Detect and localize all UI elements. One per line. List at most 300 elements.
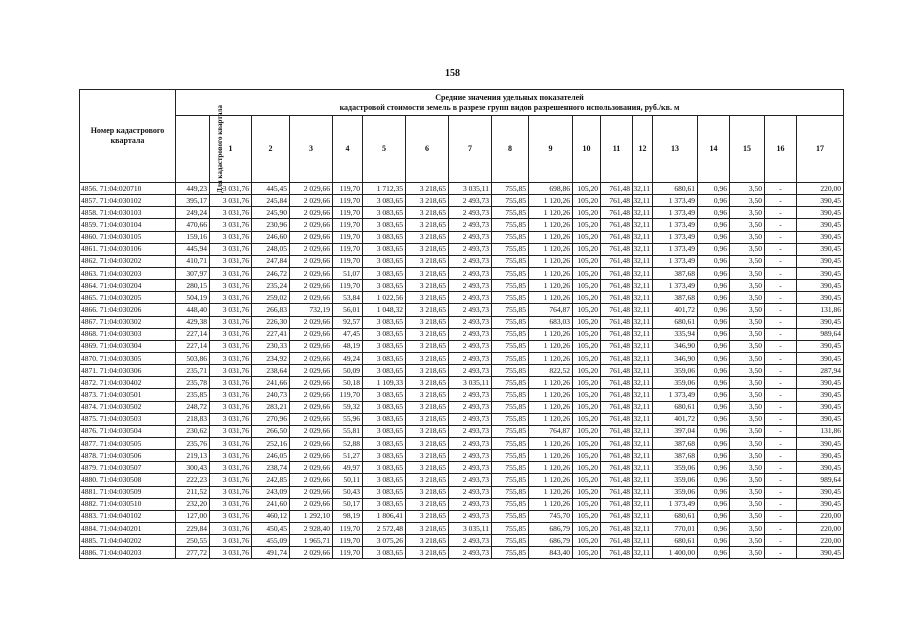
value-cell: 50,09 xyxy=(333,365,363,377)
value-cell: 105,20 xyxy=(573,207,601,219)
value-cell: - xyxy=(765,304,797,316)
column-header-2: 2 xyxy=(252,116,290,183)
value-cell: 1 965,71 xyxy=(290,535,333,547)
value-cell: 449,23 xyxy=(176,183,210,195)
value-cell: 32,11 xyxy=(633,219,653,231)
value-cell: 3 218,65 xyxy=(406,389,449,401)
value-cell: 220,00 xyxy=(797,535,844,547)
value-cell: 119,70 xyxy=(333,219,363,231)
value-cell: 3 218,65 xyxy=(406,183,449,195)
value-cell: - xyxy=(765,328,797,340)
value-cell: 105,20 xyxy=(573,510,601,522)
value-cell: 390,45 xyxy=(797,316,844,328)
value-cell: 238,74 xyxy=(252,462,290,474)
value-cell: 235,85 xyxy=(176,389,210,401)
value-cell: 359,06 xyxy=(653,486,698,498)
value-cell: 2 493,73 xyxy=(449,437,492,449)
value-cell: 755,85 xyxy=(492,413,529,425)
value-cell: 335,94 xyxy=(653,328,698,340)
value-cell: 3,50 xyxy=(730,450,765,462)
value-cell: 240,73 xyxy=(252,389,290,401)
value-cell: 3,50 xyxy=(730,377,765,389)
value-cell: 390,45 xyxy=(797,255,844,267)
value-cell: 105,20 xyxy=(573,437,601,449)
value-cell: 761,48 xyxy=(601,450,633,462)
value-cell: 2 493,73 xyxy=(449,316,492,328)
value-cell: 3,50 xyxy=(730,401,765,413)
value-cell: 397,04 xyxy=(653,425,698,437)
value-cell: 450,45 xyxy=(252,522,290,534)
value-cell: 686,79 xyxy=(529,535,573,547)
table-row xyxy=(80,510,844,522)
value-cell: 761,48 xyxy=(601,510,633,522)
column-header-14: 14 xyxy=(698,116,730,183)
value-cell: 387,68 xyxy=(653,267,698,279)
value-cell: 3,50 xyxy=(730,413,765,425)
value-cell: 2 928,40 xyxy=(290,522,333,534)
value-cell: 32,11 xyxy=(633,255,653,267)
value-cell: 0,96 xyxy=(698,243,730,255)
table-row xyxy=(80,292,844,304)
table-title xyxy=(176,90,844,116)
value-cell: 755,85 xyxy=(492,389,529,401)
value-cell: 755,85 xyxy=(492,365,529,377)
value-cell: 220,00 xyxy=(797,510,844,522)
value-cell: 287,94 xyxy=(797,365,844,377)
value-cell: 3 218,65 xyxy=(406,280,449,292)
value-cell: 105,20 xyxy=(573,498,601,510)
value-cell: 1 120,26 xyxy=(529,352,573,364)
value-cell: 1 120,26 xyxy=(529,328,573,340)
value-cell: 755,85 xyxy=(492,437,529,449)
value-cell: 241,66 xyxy=(252,377,290,389)
value-cell: 230,62 xyxy=(176,425,210,437)
table-row xyxy=(80,328,844,340)
value-cell: 3 031,76 xyxy=(210,437,252,449)
value-cell: 2 029,66 xyxy=(290,183,333,195)
value-cell: 755,85 xyxy=(492,425,529,437)
value-cell: 3,50 xyxy=(730,280,765,292)
value-cell: 105,20 xyxy=(573,425,601,437)
value-cell: - xyxy=(765,292,797,304)
value-cell: 119,70 xyxy=(333,535,363,547)
value-cell: 0,96 xyxy=(698,365,730,377)
value-cell: 680,61 xyxy=(653,510,698,522)
table-row xyxy=(80,425,844,437)
value-cell: 390,45 xyxy=(797,498,844,510)
value-cell: 3 031,76 xyxy=(210,413,252,425)
value-cell: 3 083,65 xyxy=(363,425,406,437)
value-cell: 50,11 xyxy=(333,474,363,486)
column-header-4: 4 xyxy=(333,116,363,183)
value-cell: 755,85 xyxy=(492,486,529,498)
value-cell: 307,97 xyxy=(176,267,210,279)
value-cell: 2 029,66 xyxy=(290,486,333,498)
table-row xyxy=(80,267,844,279)
value-cell: 3 218,65 xyxy=(406,243,449,255)
value-cell: 280,15 xyxy=(176,280,210,292)
value-cell: 3 083,65 xyxy=(363,352,406,364)
value-cell: 761,48 xyxy=(601,425,633,437)
value-cell: 1 120,26 xyxy=(529,267,573,279)
column-header-5: 5 xyxy=(363,116,406,183)
value-cell: 755,85 xyxy=(492,498,529,510)
cadastral-quarter-cell: 4867. 71:04:030302 xyxy=(80,316,176,328)
value-cell: 3 031,76 xyxy=(210,195,252,207)
cadastral-quarter-cell: 4856. 71:04:020710 xyxy=(80,183,176,195)
cadastral-quarter-cell: 4885. 71:04:040202 xyxy=(80,535,176,547)
value-cell: - xyxy=(765,510,797,522)
cadastral-quarter-cell: 4866. 71:04:030206 xyxy=(80,304,176,316)
value-cell: 346,90 xyxy=(653,340,698,352)
cadastral-quarter-cell: 4868. 71:04:030303 xyxy=(80,328,176,340)
value-cell: 2 029,66 xyxy=(290,195,333,207)
value-cell: 755,85 xyxy=(492,450,529,462)
value-cell: 105,20 xyxy=(573,377,601,389)
value-cell: 1 120,26 xyxy=(529,195,573,207)
table-row xyxy=(80,486,844,498)
value-cell: - xyxy=(765,183,797,195)
value-cell: 3,50 xyxy=(730,510,765,522)
table-row xyxy=(80,207,844,219)
value-cell: 761,48 xyxy=(601,547,633,559)
cadastral-quarter-cell: 4873. 71:04:030501 xyxy=(80,389,176,401)
value-cell: 2 493,73 xyxy=(449,231,492,243)
value-cell: 242,85 xyxy=(252,474,290,486)
column-header-9: 9 xyxy=(529,116,573,183)
value-cell: 755,85 xyxy=(492,510,529,522)
value-cell: 3 031,76 xyxy=(210,486,252,498)
value-cell: 0,96 xyxy=(698,450,730,462)
value-cell: 266,83 xyxy=(252,304,290,316)
value-cell: 3 083,65 xyxy=(363,340,406,352)
value-cell: 359,06 xyxy=(653,474,698,486)
value-cell: 32,11 xyxy=(633,231,653,243)
value-cell: 1 373,49 xyxy=(653,280,698,292)
table-row xyxy=(80,352,844,364)
value-cell: 3 031,76 xyxy=(210,389,252,401)
value-cell: 3 218,65 xyxy=(406,377,449,389)
value-cell: 32,11 xyxy=(633,267,653,279)
value-cell: 2 493,73 xyxy=(449,474,492,486)
value-cell: 277,72 xyxy=(176,547,210,559)
value-cell: 3 083,65 xyxy=(363,195,406,207)
value-cell: 680,61 xyxy=(653,183,698,195)
cadastral-quarter-cell: 4864. 71:04:030204 xyxy=(80,280,176,292)
value-cell: 0,96 xyxy=(698,328,730,340)
value-cell: 989,64 xyxy=(797,328,844,340)
value-cell: 3,50 xyxy=(730,425,765,437)
value-cell: 3 031,76 xyxy=(210,510,252,522)
value-cell: 2 029,66 xyxy=(290,280,333,292)
value-cell: 390,45 xyxy=(797,462,844,474)
value-cell: 390,45 xyxy=(797,207,844,219)
value-cell: 445,94 xyxy=(176,243,210,255)
value-cell: 2 493,73 xyxy=(449,219,492,231)
column-header-6: 6 xyxy=(406,116,449,183)
value-cell: 3,50 xyxy=(730,195,765,207)
value-cell: 3 083,65 xyxy=(363,207,406,219)
vertical-column-label: Для кадастрового квартала xyxy=(215,105,224,193)
value-cell: 761,48 xyxy=(601,389,633,401)
value-cell: 761,48 xyxy=(601,474,633,486)
value-cell: 32,11 xyxy=(633,547,653,559)
value-cell: 119,70 xyxy=(333,522,363,534)
value-cell: 252,16 xyxy=(252,437,290,449)
table-row xyxy=(80,183,844,195)
value-cell: - xyxy=(765,365,797,377)
value-cell: 3 083,65 xyxy=(363,498,406,510)
value-cell: 390,45 xyxy=(797,267,844,279)
value-cell: 2 029,66 xyxy=(290,474,333,486)
value-cell: 3 031,76 xyxy=(210,207,252,219)
value-cell: 235,76 xyxy=(176,437,210,449)
cadastral-quarter-cell: 4865. 71:04:030205 xyxy=(80,292,176,304)
value-cell: - xyxy=(765,547,797,559)
value-cell: 218,83 xyxy=(176,413,210,425)
value-cell: 32,11 xyxy=(633,425,653,437)
value-cell: 32,11 xyxy=(633,352,653,364)
value-cell: 429,38 xyxy=(176,316,210,328)
value-cell: 761,48 xyxy=(601,183,633,195)
value-cell: 3 218,65 xyxy=(406,207,449,219)
value-cell: 50,43 xyxy=(333,486,363,498)
value-cell: - xyxy=(765,535,797,547)
value-cell: 761,48 xyxy=(601,522,633,534)
value-cell: - xyxy=(765,474,797,486)
value-cell: 238,64 xyxy=(252,365,290,377)
value-cell: 470,66 xyxy=(176,219,210,231)
value-cell: 401,72 xyxy=(653,413,698,425)
value-cell: 32,11 xyxy=(633,243,653,255)
value-cell: 0,96 xyxy=(698,219,730,231)
value-cell: 390,45 xyxy=(797,377,844,389)
value-cell: 211,52 xyxy=(176,486,210,498)
value-cell: 32,11 xyxy=(633,207,653,219)
value-cell: 227,41 xyxy=(252,328,290,340)
value-cell: 3,50 xyxy=(730,207,765,219)
value-cell: 2 029,66 xyxy=(290,547,333,559)
value-cell: 2 029,66 xyxy=(290,255,333,267)
table-row xyxy=(80,462,844,474)
value-cell: 761,48 xyxy=(601,535,633,547)
value-cell: 755,85 xyxy=(492,219,529,231)
value-cell: 1 373,49 xyxy=(653,498,698,510)
column-header-row xyxy=(80,116,844,183)
cadastral-quarter-cell: 4857. 71:04:030102 xyxy=(80,195,176,207)
value-cell: 2 493,73 xyxy=(449,486,492,498)
column-header-1: 1 xyxy=(210,116,252,183)
value-cell: 761,48 xyxy=(601,352,633,364)
value-cell: 2 572,48 xyxy=(363,522,406,534)
value-cell: 1 120,26 xyxy=(529,377,573,389)
value-cell: 51,07 xyxy=(333,267,363,279)
value-cell: 3,50 xyxy=(730,219,765,231)
value-cell: 989,64 xyxy=(797,474,844,486)
value-cell: 270,96 xyxy=(252,413,290,425)
value-cell: 3 031,76 xyxy=(210,292,252,304)
value-cell: 3 031,76 xyxy=(210,243,252,255)
value-cell: 0,96 xyxy=(698,462,730,474)
value-cell: 1 120,26 xyxy=(529,243,573,255)
value-cell: 32,11 xyxy=(633,498,653,510)
value-cell: 359,06 xyxy=(653,462,698,474)
value-cell: - xyxy=(765,486,797,498)
value-cell: 3 218,65 xyxy=(406,365,449,377)
value-cell: 3 083,65 xyxy=(363,243,406,255)
value-cell: 32,11 xyxy=(633,535,653,547)
value-cell: 98,19 xyxy=(333,510,363,522)
value-cell: 395,17 xyxy=(176,195,210,207)
value-cell: 1 373,49 xyxy=(653,389,698,401)
value-cell: 1 120,26 xyxy=(529,413,573,425)
value-cell: 732,19 xyxy=(290,304,333,316)
value-cell: 755,85 xyxy=(492,292,529,304)
value-cell: 105,20 xyxy=(573,292,601,304)
value-cell: 227,14 xyxy=(176,328,210,340)
value-cell: 2 493,73 xyxy=(449,498,492,510)
value-cell: 3 031,76 xyxy=(210,535,252,547)
value-cell: 3,50 xyxy=(730,183,765,195)
value-cell: 3 031,76 xyxy=(210,547,252,559)
value-cell: 0,96 xyxy=(698,255,730,267)
value-cell: 3,50 xyxy=(730,365,765,377)
value-cell: 32,11 xyxy=(633,365,653,377)
value-cell: 390,45 xyxy=(797,280,844,292)
value-cell: 755,85 xyxy=(492,352,529,364)
value-cell: 3 035,11 xyxy=(449,377,492,389)
value-cell: 3 218,65 xyxy=(406,450,449,462)
value-cell: 3 031,76 xyxy=(210,328,252,340)
table-row xyxy=(80,535,844,547)
value-cell: 3 083,65 xyxy=(363,280,406,292)
column-header-7: 7 xyxy=(449,116,492,183)
value-cell: 105,20 xyxy=(573,352,601,364)
value-cell: 3 031,76 xyxy=(210,425,252,437)
value-cell: - xyxy=(765,280,797,292)
value-cell: 2 029,66 xyxy=(290,498,333,510)
value-cell: - xyxy=(765,401,797,413)
value-cell: - xyxy=(765,207,797,219)
value-cell: 2 493,73 xyxy=(449,413,492,425)
value-cell: 1 373,49 xyxy=(653,219,698,231)
column-header-15: 15 xyxy=(730,116,765,183)
value-cell: 491,74 xyxy=(252,547,290,559)
column-header-13: 13 xyxy=(653,116,698,183)
value-cell: 0,96 xyxy=(698,486,730,498)
value-cell: 1 373,49 xyxy=(653,195,698,207)
value-cell: 0,96 xyxy=(698,377,730,389)
value-cell: 32,11 xyxy=(633,340,653,352)
value-cell: 2 029,66 xyxy=(290,267,333,279)
value-cell: 761,48 xyxy=(601,316,633,328)
table-row xyxy=(80,474,844,486)
value-cell: 503,86 xyxy=(176,352,210,364)
value-cell: 230,96 xyxy=(252,219,290,231)
value-cell: 234,92 xyxy=(252,352,290,364)
value-cell: 3 218,65 xyxy=(406,304,449,316)
value-cell: 246,05 xyxy=(252,450,290,462)
value-cell: 105,20 xyxy=(573,243,601,255)
value-cell: 3 083,65 xyxy=(363,328,406,340)
value-cell: 761,48 xyxy=(601,413,633,425)
value-cell: - xyxy=(765,195,797,207)
value-cell: 131,86 xyxy=(797,425,844,437)
table-row xyxy=(80,231,844,243)
value-cell: 248,72 xyxy=(176,401,210,413)
value-cell: 3,50 xyxy=(730,255,765,267)
value-cell: 3 031,76 xyxy=(210,522,252,534)
value-cell: 227,14 xyxy=(176,340,210,352)
value-cell: 1 022,56 xyxy=(363,292,406,304)
value-cell: 3 083,65 xyxy=(363,365,406,377)
value-cell: 55,81 xyxy=(333,425,363,437)
value-cell: 770,01 xyxy=(653,522,698,534)
value-cell: 3,50 xyxy=(730,535,765,547)
value-cell: 2 493,73 xyxy=(449,462,492,474)
value-cell: 3 031,76 xyxy=(210,450,252,462)
value-cell: 2 029,66 xyxy=(290,425,333,437)
table-row xyxy=(80,340,844,352)
value-cell: 3 083,65 xyxy=(363,437,406,449)
cadastral-quarter-cell: 4869. 71:04:030304 xyxy=(80,340,176,352)
value-cell: 1 373,49 xyxy=(653,207,698,219)
value-cell: 455,09 xyxy=(252,535,290,547)
value-cell: - xyxy=(765,267,797,279)
value-cell: 3 218,65 xyxy=(406,425,449,437)
value-cell: 2 029,66 xyxy=(290,389,333,401)
value-cell: 3,50 xyxy=(730,389,765,401)
value-cell: 390,45 xyxy=(797,292,844,304)
value-cell: 0,96 xyxy=(698,425,730,437)
value-cell: 761,48 xyxy=(601,486,633,498)
value-cell: 2 493,73 xyxy=(449,292,492,304)
value-cell: 105,20 xyxy=(573,474,601,486)
value-cell: 761,48 xyxy=(601,243,633,255)
value-cell: 127,00 xyxy=(176,510,210,522)
column-header-12: 12 xyxy=(633,116,653,183)
value-cell: 3 031,76 xyxy=(210,219,252,231)
value-cell: 3 031,76 xyxy=(210,377,252,389)
value-cell: 761,48 xyxy=(601,328,633,340)
value-cell: 1 712,35 xyxy=(363,183,406,195)
value-cell: 680,61 xyxy=(653,401,698,413)
value-cell: 59,32 xyxy=(333,401,363,413)
value-cell: 2 029,66 xyxy=(290,437,333,449)
value-cell: 0,96 xyxy=(698,304,730,316)
column-header-11: 11 xyxy=(601,116,633,183)
value-cell: 3,50 xyxy=(730,304,765,316)
value-cell: 0,96 xyxy=(698,352,730,364)
value-cell: 390,45 xyxy=(797,219,844,231)
cadastral-quarter-cell: 4859. 71:04:030104 xyxy=(80,219,176,231)
value-cell: 761,48 xyxy=(601,462,633,474)
value-cell: 390,45 xyxy=(797,340,844,352)
value-cell: 390,45 xyxy=(797,231,844,243)
cadastral-quarter-cell: 4872. 71:04:030402 xyxy=(80,377,176,389)
table-row xyxy=(80,389,844,401)
value-cell: 3 031,76 xyxy=(210,340,252,352)
value-cell: 32,11 xyxy=(633,450,653,462)
value-cell: 3 031,76 xyxy=(210,462,252,474)
value-cell: 1 120,26 xyxy=(529,401,573,413)
value-cell: 1 120,26 xyxy=(529,486,573,498)
value-cell: 3 031,76 xyxy=(210,401,252,413)
value-cell: 3,50 xyxy=(730,498,765,510)
value-cell: 259,02 xyxy=(252,292,290,304)
value-cell: 761,48 xyxy=(601,437,633,449)
value-cell: 32,11 xyxy=(633,292,653,304)
